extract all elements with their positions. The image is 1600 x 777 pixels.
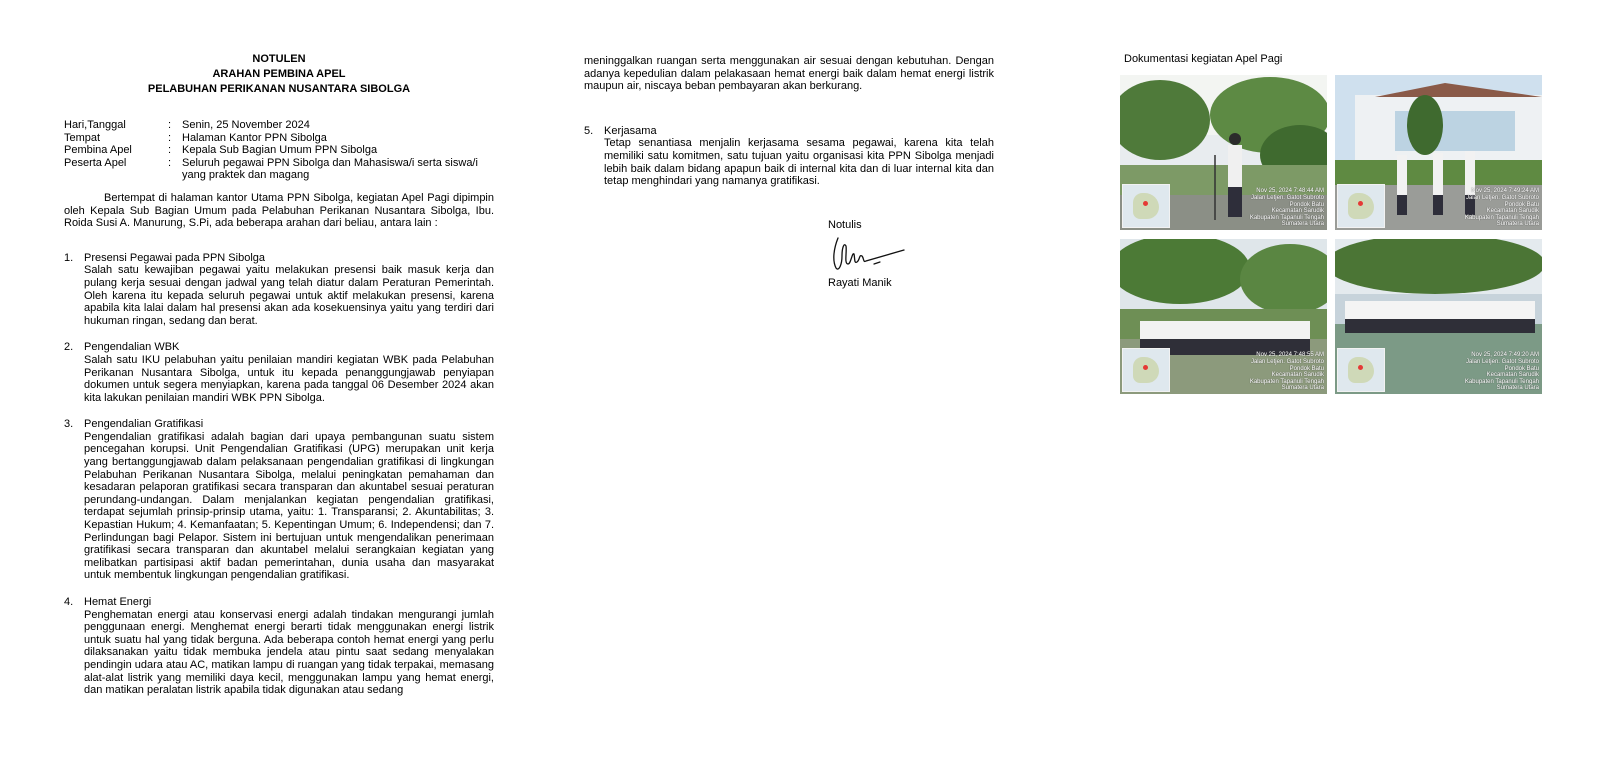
documentation-photo[interactable] [1120,239,1327,394]
info-row [64,157,494,182]
minutes-column-1 [64,52,494,697]
documentation-photo[interactable] [1335,239,1542,394]
info-colon: : [168,119,172,131]
section-number: 1. [64,251,74,264]
section-title: Kerjasama [604,124,657,137]
photo-geo-stamp: Nov 25, 2024 7:49:24 AM Jalan Letjen. Gatot Subroto Pondok Batu Kecamatan Sarudik Kabupaten Tapanuli Tengah Sumatera Utara [1464,188,1539,228]
info-row [64,119,494,132]
info-value: Halaman Kantor PPN Sibolga [182,131,327,144]
location-map-thumbnail [1337,184,1385,228]
info-label: Hari,Tanggal [64,119,126,131]
info-colon: : [168,144,172,157]
section-title: Pengendalian Gratifikasi [84,418,204,431]
section-title: Pengendalian WBK [84,341,180,354]
documentation-section [1120,53,1550,392]
document-title [64,52,494,97]
section-body: Salah satu kewajiban pegawai yaitu melakukan presensi baik masuk kerja dan pulang kerja sesuai dengan jadwal yang telah diatur dalam Peraturan Pemerintah. Oleh karena itu kepada seluruh pegawai untuk aktif melakukan presensi, karena apabila kita lalai dalam hal presensi akan ada kosekuensinya yaitu yang terdiri dari hukuman ringan, sedang dan berat. [84,264,494,327]
info-row [64,132,494,145]
section-hemat-energi [64,596,494,697]
section-number: 2. [64,341,74,354]
meeting-info [64,119,494,182]
info-value: Senin, 25 November 2024 [182,119,310,131]
section-number: 4. [64,596,74,608]
minutes-column-2 [584,55,994,188]
section-kerjasama [584,124,994,188]
section-presensi [64,252,494,328]
section-body: Pengendalian gratifikasi adalah bagian dari upaya pembangunan suatu sistem pencegahan korupsi. Unit Pengendalian Gratifikasi (UPG) merupakan unit kerja yang bertanggungjawab dalam pelaksanaan pengendalian gratifikasi di lingkungan Pelabuhan Perikanan Nusantara Sibolga, melalui peningkatan pemahaman dan kesadaran pelaporan gratifikasi secara transparan dan akuntabel sesuai peraturan perundang-undangan. Dalam menjalankan kegiatan pengendalian gratifikasi, terdapat sejumlah prinsip-prinsip utama, yaitu: 1. Transparansi; 2. Akuntabilitas; 3. Kepastian Hukum; 4. Kemanfaatan; 5. Kepentingan Umum; 6. Independensi; dan 7. Perlindungan bagi Pelapor. Sistem ini bertujuan untuk mengendalikan penerimaan gratifikasi secara transparan dan akuntabel melalui serangkaian kegiatan yang melibatkan partisipasi aktif badan pemerintahan, dunia usaha dan masyarakat untuk membentuk lingkungan pengendalian gratifikasi. [84,430,494,582]
signature-role: Notulis [828,219,862,231]
title-line-2: ARAHAN PEMBINA APEL [212,68,346,80]
photo-geo-stamp: Nov 25, 2024 7:48:44 AM Jalan Letjen. Gatot Subroto Pondok Batu Kecamatan Sarudik Kabupaten Tapanuli Tengah Sumatera Utara [1249,188,1324,228]
info-value: Kepala Sub Bagian Umum PPN Sibolga [182,144,378,157]
info-colon: : [168,156,172,169]
section-body: Tetap senantiasa menjalin kerjasama sesama pegawai, karena kita telah memiliki satu komitmen, satu tujuan yaitu organisasi kita PPN Sibolga menjadi lebih baik dalam bidang apapun baik di internal kita dan di luar internal kita dan tetap menghindari yang namanya gratifikasi. [604,137,994,188]
documentation-photo[interactable] [1335,75,1542,230]
signature-block [828,219,948,290]
info-row [64,144,494,157]
info-label: Tempat [64,131,101,144]
section-title: Presensi Pegawai pada PPN Sibolga [84,251,266,264]
location-map-thumbnail [1337,348,1385,392]
section-body: Penghematan energi atau konservasi energi adalah tindakan mengurangi jumlah penggunaan energi. Menghemat energi berarti tidak menggunakan energi listrik untuk suatu hal yang tidak berguna. Ada beberapa contoh hemat energi yang perlu dilaksanakan yaitu tidak membuka jendela atau pintu saat sedang menyalakan pendingin udara atau AC, matikan lampu di ruangan yang tidak terpakai, memasang alat-alat listrik yang memiliki daya kecil, menggunakan lampu yang hemat energi, dan matikan peralatan listrik apabila tidak digunakan atau sedang [84,608,494,697]
section-continuation: meninggalkan ruangan serta menggunakan air sesuai dengan kebutuhan. Dengan adanya kepedulian dalam pelakasaan hemat energi baik dalam hemat energi listrik maupun air, niscaya beban pembayaran akan berkurang. [584,55,994,93]
location-map-thumbnail [1122,348,1170,392]
signature-name: Rayati Manik [828,277,892,290]
photo-geo-stamp: Nov 25, 2024 7:48:55 AM Jalan Letjen. Gatot Subroto Pondok Batu Kecamatan Sarudik Kabupaten Tapanuli Tengah Sumatera Utara [1249,352,1324,392]
photo-geo-stamp: Nov 25, 2024 7:49:20 AM Jalan Letjen. Gatot Subroto Pondok Batu Kecamatan Sarudik Kabupaten Tapanuli Tengah Sumatera Utara [1464,352,1539,392]
title-line-1: NOTULEN [252,53,306,65]
documentation-photo[interactable] [1120,75,1327,230]
section-wbk [64,341,494,404]
section-number: 5. [584,124,594,137]
photo-grid [1120,75,1542,394]
documentation-title: Dokumentasi kegiatan Apel Pagi [1124,53,1283,65]
section-number: 3. [64,418,74,431]
info-label: Pembina Apel [64,144,132,157]
section-gratifikasi [64,418,494,582]
intro-paragraph: Bertempat di halaman kantor Utama PPN Sibolga, kegiatan Apel Pagi dipimpin oleh Kepala Sub Bagian Umum pada Pelabuhan Perikanan Nusantara Sibolga, Ibu. Roida Susi A. Manurung, S.Pi, ada beberapa arahan dari beliau, antara lain : [64,191,494,230]
info-label: Peserta Apel [64,156,127,169]
location-map-thumbnail [1122,184,1170,228]
handwritten-signature [828,234,918,274]
info-colon: : [168,131,172,144]
section-title: Hemat Energi [84,596,152,608]
title-line-3: PELABUHAN PERIKANAN NUSANTARA SIBOLGA [147,83,411,95]
section-body: Salah satu IKU pelabuhan yaitu penilaian mandiri kegiatan WBK pada Pelabuhan Perikanan Nusantara Sibolga, untuk itu kepada penanggungjawab penyiapan dokumen untuk segera menyiapkan, karena pada tanggal 06 Desember 2024 akan kita lakukan penilaian mandiri WBK PPN Sibolga. [84,353,494,404]
info-value: Seluruh pegawai PPN Sibolga dan Mahasiswa/i serta siswa/i yang praktek dan magang [182,156,478,182]
